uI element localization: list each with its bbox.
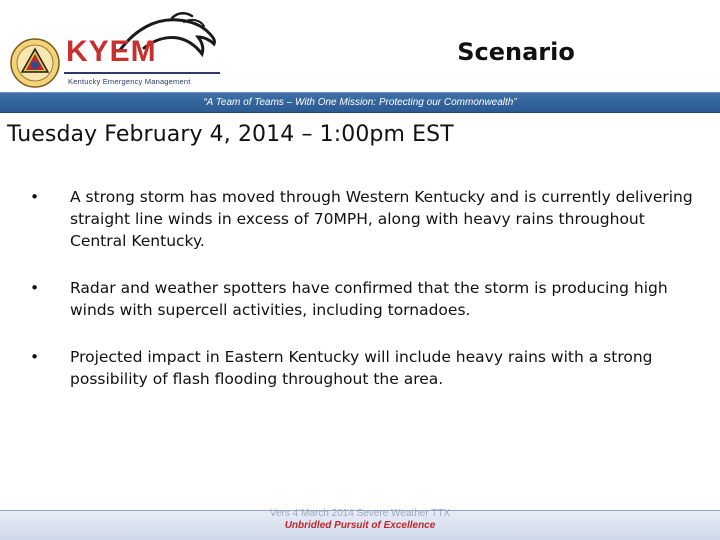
bullet-icon: • xyxy=(30,188,40,206)
logo-subtitle: Kentucky Emergency Management xyxy=(68,77,191,86)
bullet-text: Radar and weather spotters have confirmed that the storm is producing high winds with supercell activities, including tornadoes. xyxy=(70,279,668,319)
logo-divider xyxy=(64,72,220,74)
list-item xyxy=(30,186,700,252)
list-item xyxy=(30,346,700,390)
footer-tagline: Unbridled Pursuit of Excellence xyxy=(284,520,436,531)
slide-title: Scenario xyxy=(457,38,575,66)
logo-wordmark: KYEM xyxy=(66,35,157,68)
kyem-seal-icon xyxy=(10,38,60,88)
bullet-text: Projected impact in Eastern Kentucky will include heavy rains with a strong possibility of flash flooding throughout the area. xyxy=(70,348,653,388)
bullet-icon: • xyxy=(30,279,40,297)
bullet-text: A strong storm has moved through Western Kentucky and is currently delivering straight line winds in excess of 70MPH, along with heavy rains throughout Central Kentucky. xyxy=(70,188,693,250)
footer-version: Vers 4 March 2014 Severe Weather TTX xyxy=(269,508,451,519)
list-item xyxy=(30,277,700,321)
motto-text: “A Team of Teams – With One Mission: Protecting our Commonwealth” xyxy=(203,97,517,108)
slide-header xyxy=(0,0,720,92)
date-heading: Tuesday February 4, 2014 – 1:00pm EST xyxy=(7,122,454,147)
bullet-icon: • xyxy=(30,348,40,366)
bullet-list xyxy=(30,186,700,415)
motto-banner xyxy=(0,92,720,113)
